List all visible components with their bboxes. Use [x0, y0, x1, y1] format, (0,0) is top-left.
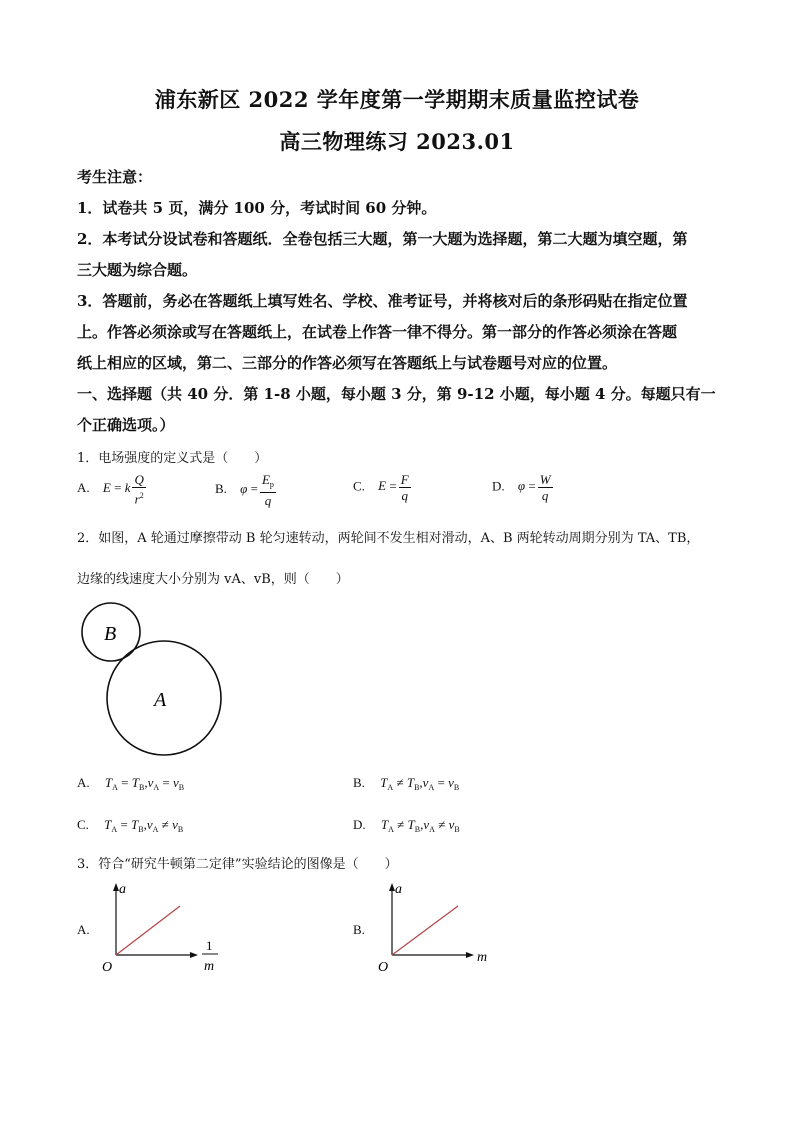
option-d-label: D. [353, 817, 366, 832]
question-3-option-a-label[interactable]: A. [77, 922, 90, 937]
notice-item-2-line-2: 三大题为综合题。 [77, 261, 198, 279]
x-axis-arrow [190, 952, 198, 958]
origin-label: O [102, 960, 113, 975]
notice-item-3-line-3: 纸上相应的区域，第二、三部分的作答必须写在答题纸上与试卷题号对应的位置。 [77, 354, 618, 372]
y-axis-label: a [395, 882, 402, 897]
wheel-a-label: A [154, 689, 167, 711]
question-2-stem-line-2: 边缘的线速度大小分别为 vA、vB，则（ ） [77, 572, 349, 587]
option-c-label: C. [353, 478, 365, 494]
question-1-option-b[interactable]: B. φ = $\frac{E_p}{q}$ [215, 472, 274, 508]
page-title: 浦东新区 2022 学年度第一学期期末质量监控试卷 [154, 87, 640, 112]
wheel-b-label: B [104, 623, 117, 645]
question-1-stem: 1．电场强度的定义式是（ ） [77, 451, 268, 466]
option-a-label: A. [77, 775, 90, 790]
notice-item-3-line-1: 3．答题前，务必在答题纸上填写姓名、学校、准考证号，并将核对后的条形码贴在指定位置 [77, 292, 688, 310]
question-2-option-d[interactable]: D. $T_A \ne T_B,v_A \ne v_B$ [353, 817, 460, 834]
question-2-option-a[interactable]: A. $T_A = T_B,v_A = v_B$ [77, 775, 185, 792]
question-3-graph-b[interactable] [374, 878, 504, 978]
question-1-option-a[interactable]: A. E = k $\frac{Q}{r^2}$ [77, 472, 144, 507]
notice-item-3-line-2: 上。作答必须涂或写在答题纸上，在试卷上作答一律不得分。第一部分的作答必须涂在答题 [77, 323, 678, 341]
notice-heading: 考生注意： [77, 168, 153, 186]
question-3-stem: 3．符合“研究牛顿第二定律”实验结论的图像是（ ） [77, 857, 398, 872]
question-3-graph-a[interactable] [98, 878, 228, 978]
proportional-line [116, 906, 180, 955]
question-2-stem-line-1: 2．如图，A 轮通过摩擦带动 B 轮匀速转动，两轮间不发生相对滑动，A、B 两轮转动周期分别为 TA、TB， [77, 531, 700, 546]
section-1-heading-line-1: 一、选择题（共 40 分．第 1-8 小题，每小题 3 分，第 9-12 小题，每小题 4 分。每题只有一 [77, 385, 716, 403]
question-2-option-c[interactable]: C. $T_A = T_B,v_A \ne v_B$ [77, 817, 184, 834]
proportional-line [392, 906, 458, 955]
notice-item-2-line-1: 2．本考试分设试卷和答题纸．全卷包括三大题，第一大题为选择题，第二大题为填空题，第 [77, 230, 688, 248]
option-c-label: C. [77, 817, 89, 832]
section-1-heading-line-2: 个正确选项。） [77, 416, 175, 434]
question-2-option-b[interactable]: B. $T_A \ne T_B,v_A = v_B$ [353, 775, 460, 792]
option-b-label: B. [353, 775, 365, 790]
question-1-option-d[interactable]: D. φ = $\frac{W}{q}$ [492, 472, 551, 503]
option-b-label: B. [215, 480, 227, 496]
y-axis-label: a [119, 882, 126, 897]
option-d-label: D. [492, 478, 505, 494]
x-axis-label-numerator: 1 [206, 938, 213, 953]
page-subtitle: 高三物理练习 2023.01 [279, 129, 515, 154]
x-axis-label: m [477, 950, 488, 965]
question-1-option-c[interactable]: C. E = $\frac{F}{q}$ [353, 472, 409, 503]
notice-item-1: 1．试卷共 5 页，满分 100 分，考试时间 60 分钟。 [77, 199, 437, 217]
option-a-label: A. [77, 480, 90, 496]
question-2-wheel-figure [70, 600, 240, 770]
x-axis-label-denominator: m [204, 959, 215, 974]
origin-label: O [378, 960, 389, 975]
question-3-option-b-label[interactable]: B. [353, 922, 365, 937]
x-axis-arrow [466, 952, 474, 958]
